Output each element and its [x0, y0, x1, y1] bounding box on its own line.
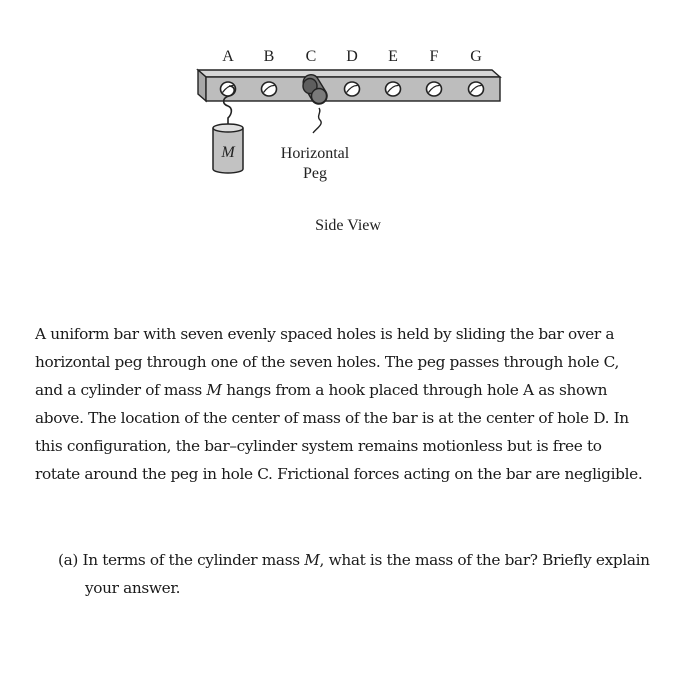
- question-text-2: , what is the mass of the bar? Briefly explain your answer.: [85, 551, 650, 597]
- hole-label-f: F: [429, 48, 439, 65]
- mass-symbol: M: [206, 381, 222, 399]
- hole-label-b: B: [263, 48, 275, 65]
- question-a: [58, 546, 676, 602]
- hole-g: [469, 82, 484, 96]
- hole-label-d: D: [346, 48, 358, 65]
- peg-label-line2: Peg: [303, 165, 327, 182]
- question-label: (a): [58, 551, 79, 569]
- cylinder-label: M: [221, 144, 235, 161]
- hole-label-c: C: [305, 48, 317, 65]
- problem-paragraph: [35, 320, 645, 488]
- hole-labels: [222, 48, 482, 65]
- hole-label-g: G: [470, 48, 482, 65]
- hole-label-e: E: [388, 48, 398, 65]
- cylinder-mass: [213, 124, 243, 173]
- hole-d: [345, 82, 360, 96]
- peg-label-line1: Horizontal: [280, 145, 350, 162]
- question-mass-symbol: M: [304, 551, 320, 569]
- hole-e: [386, 82, 401, 96]
- hole-f: [427, 82, 442, 96]
- hole-b: [262, 82, 277, 96]
- bar-top-face: [198, 70, 500, 77]
- figure-side-view: [0, 0, 676, 240]
- paragraph-text-2: hangs from a hook placed through hole A as shown above. The location of the center of mass of the bar is at the center of hole D. In this configuration, the bar–cylinder system remains motionless but is free to rotate around the peg in hole C. Frictional forces acting on the bar are negligible.: [35, 381, 643, 483]
- paragraph-text-1: A uniform bar with seven evenly spaced holes is held by sliding the bar over a horizontal peg through one of the seven holes. The peg passes through hole C, and a cylinder of mass: [35, 325, 619, 399]
- hole-label-a: A: [222, 48, 234, 65]
- figure-caption: Side View: [315, 217, 381, 234]
- question-text-1: In terms of the cylinder mass: [78, 551, 305, 569]
- peg-pointer: [313, 108, 321, 133]
